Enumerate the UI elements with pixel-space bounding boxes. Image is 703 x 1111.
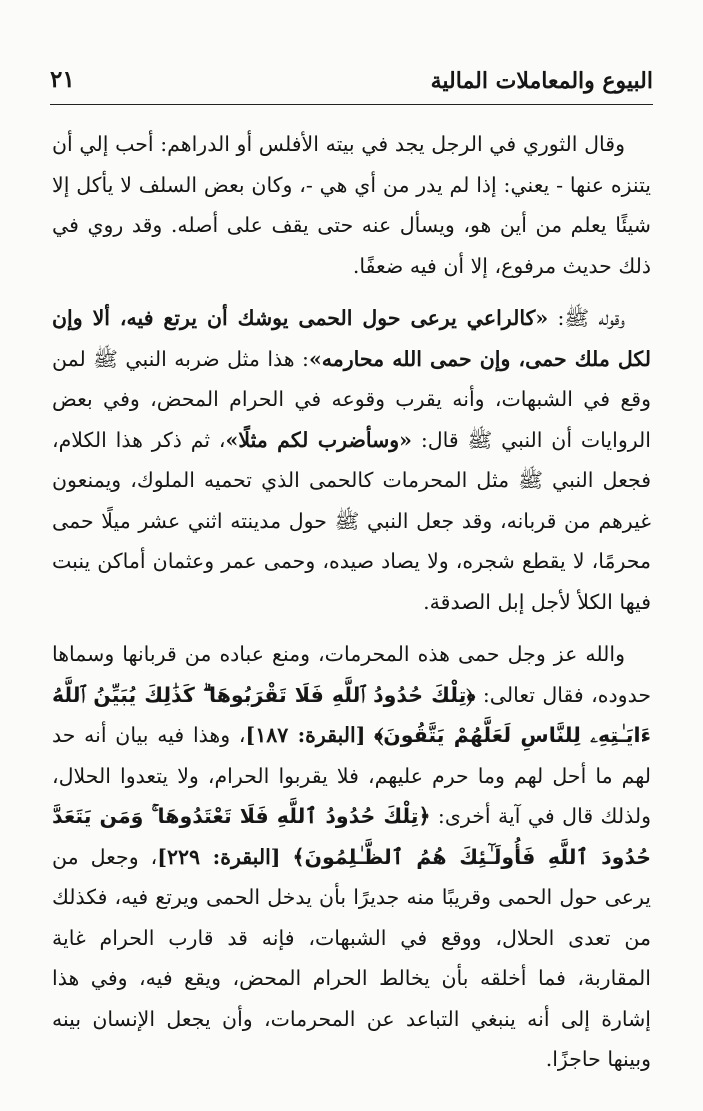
paragraph-2-end: ، ثم ذكر هذا الكلام، فجعل النبي ﷺ مثل المحرمات كالحمى الذي تحميه الملوك، ويمنعون غيرهم من قربانه، وقد جعل النبي ﷺ حول مدينته اثني عشر ميلًا حمى محرمًا، لا يقطع شجره، ولا يصاد صيده، وحمى عمر وعثمان أماكن ينبت فيها الكلأ لأجل إبل الصدقة.: [52, 427, 651, 614]
paragraph-1-text: وقال الثوري في الرجل يجد في بيته الأفلس أو الدراهم: أحب إلي أن يتنزه عنها - يعني: إذا لم يدر من أي هي -، وكان بعض السلف لا يأكل إلا شيئًا يعلم من أين هو، ويسأل عنه حتى يقف على أصله. وقد روي في ذلك حديث مرفوع، إلا أن فيه ضعفًا.: [52, 132, 651, 278]
paragraph-2-middle: : هذا مثل ضربه النبي ﷺ لمن وقع في الشبهات، وأنه يقرب وقوعه في الحرام المحض، وفي بعض الروايات أن النبي ﷺ قال:: [52, 346, 651, 452]
paragraph-1: [52, 124, 651, 286]
verse-reference-1: [البقرة: ١٨٧]: [245, 723, 366, 747]
quran-verse-2: ﴿تِلْكَ حُدُودُ ٱللَّهِ فَلَا تَعْتَدُوهَا ۚ وَمَن يَتَعَدَّ حُدُودَ ٱللَّهِ فَأُولَـٰٓئِكَ هُمُ ٱلظَّـٰلِمُونَ﴾: [52, 804, 651, 869]
quran-verse-1: ﴿تِلْكَ حُدُودُ ٱللَّهِ فَلَا تَقْرَبُوهَا ۗ كَذَٰلِكَ يُبَيِّنُ ٱللَّهُ ءَايَـٰتِهِۦ لِلنَّاسِ لَعَلَّهُمْ يَتَّقُونَ﴾: [52, 682, 651, 747]
verse-reference-2: [البقرة: ٢٢٩]: [157, 844, 281, 869]
running-title: البيوع والمعاملات المالية: [430, 68, 653, 94]
page-header: [50, 62, 653, 105]
paragraph-2: [52, 298, 651, 622]
paragraph-3: [52, 634, 651, 1080]
paragraph-3-c: ، وجعل من يرعى حول الحمى وقريبًا منه جديرًا بأن يدخل الحمى ويرتع فيه، فكذلك من تعدى الحلال، ووقع في الشبهات، فإنه قد قارب الحرام غاية المقاربة، فما أخلقه بأن يخالط الحرام المحض، ويقع فيه، وفي هذا إشارة إلى أنه ينبغي التباعد عن المحرمات، وأن يجعل الإنسان بينه وبينها حاجزًا.: [52, 844, 651, 1071]
paragraph-2-intro: وقوله ﷺ:: [548, 306, 625, 330]
hadith-quote-2: «وسأضرب لكم مثلًا»: [225, 427, 412, 452]
paragraph-3-b: ، وهذا فيه بيان أنه حد لهم ما أحل لهم وما حرم عليهم، فلا يقربوا الحرام، ولا يتعدوا الحلال، ولذلك قال في آية أخرى:: [52, 723, 651, 828]
paragraph-3-a: والله عز وجل حمى هذه المحرمات، ومنع عباده من قربانها وسماها حدوده، فقال تعالى:: [52, 642, 651, 707]
page-number: ٢١: [50, 66, 75, 93]
hadith-quote: «كالراعي يرعى حول الحمى يوشك أن يرتع فيه، ألا وإن لكل ملك حمى، وإن حمى الله محارمه»: [52, 306, 651, 371]
body-text: [52, 124, 651, 1092]
